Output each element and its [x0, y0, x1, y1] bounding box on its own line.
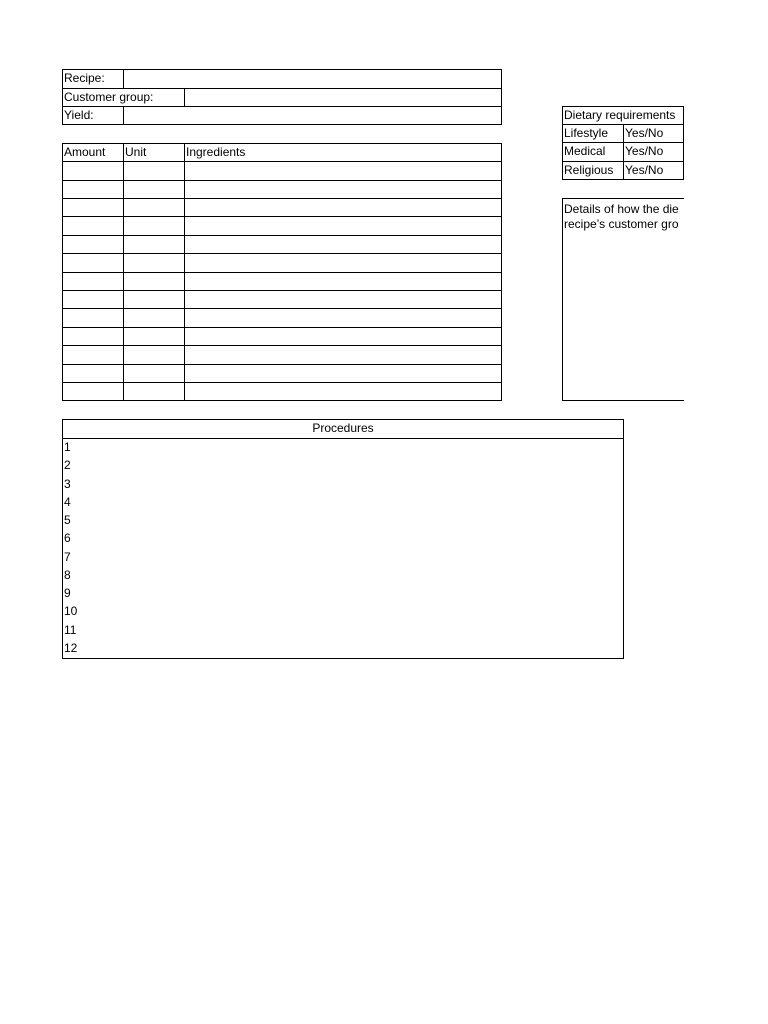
unit-cell[interactable] [124, 273, 184, 290]
ingredient-cell[interactable] [185, 217, 501, 235]
details-text-line-1: Details of how the die [564, 202, 679, 216]
ingredient-cell[interactable] [185, 181, 501, 198]
amount-cell[interactable] [63, 309, 123, 327]
unit-cell[interactable] [124, 383, 184, 400]
procedure-step[interactable]: 3 [64, 477, 71, 491]
dietary-panel [560, 100, 684, 410]
amount-cell[interactable] [63, 365, 123, 382]
amount-column-header: Amount [64, 145, 106, 159]
amount-cell[interactable] [63, 383, 123, 400]
ingredient-cell[interactable] [185, 346, 501, 364]
unit-cell[interactable] [124, 217, 184, 235]
customer-group-input-cell[interactable] [185, 89, 501, 106]
procedure-step[interactable]: 10 [64, 604, 78, 618]
ingredient-cell[interactable] [185, 309, 501, 327]
unit-cell[interactable] [124, 291, 184, 308]
procedure-step[interactable]: 2 [64, 458, 71, 472]
unit-cell[interactable] [124, 199, 184, 216]
unit-cell[interactable] [124, 236, 184, 253]
procedure-step[interactable]: 11 [64, 623, 77, 637]
ingredient-cell[interactable] [185, 273, 501, 290]
religious-value[interactable]: Yes/No [625, 163, 664, 177]
amount-cell[interactable] [63, 328, 123, 345]
unit-cell[interactable] [124, 328, 184, 345]
amount-cell[interactable] [63, 273, 123, 290]
yield-label: Yield: [64, 108, 94, 122]
ingredient-cell[interactable] [185, 199, 501, 216]
recipe-label: Recipe: [64, 71, 105, 85]
ingredient-cell[interactable] [185, 236, 501, 253]
unit-cell[interactable] [124, 162, 184, 180]
amount-cell[interactable] [63, 254, 123, 272]
unit-cell[interactable] [124, 346, 184, 364]
ingredient-cell[interactable] [185, 328, 501, 345]
ingredients-column-header: Ingredients [186, 145, 246, 159]
amount-cell[interactable] [63, 199, 123, 216]
procedure-step[interactable]: 8 [64, 568, 71, 582]
amount-cell[interactable] [63, 217, 123, 235]
procedure-step[interactable]: 4 [64, 495, 71, 509]
unit-column-header: Unit [125, 145, 147, 159]
procedure-step[interactable]: 6 [64, 531, 71, 545]
amount-cell[interactable] [63, 346, 123, 364]
details-input-area[interactable] [564, 234, 682, 398]
dietary-requirements-title: Dietary requirements [564, 108, 676, 122]
procedure-step[interactable]: 5 [64, 513, 71, 527]
customer-group-label: Customer group: [64, 90, 154, 104]
procedures-title: Procedures [312, 421, 374, 435]
unit-cell[interactable] [124, 181, 184, 198]
lifestyle-label: Lifestyle [564, 126, 609, 140]
unit-cell[interactable] [124, 365, 184, 382]
procedure-step[interactable]: 7 [64, 550, 71, 564]
details-text-line-2: recipe’s customer gro [564, 217, 679, 231]
amount-cell[interactable] [63, 291, 123, 308]
yield-input-cell[interactable] [124, 107, 501, 124]
ingredient-cell[interactable] [185, 254, 501, 272]
amount-cell[interactable] [63, 162, 123, 180]
medical-label: Medical [564, 144, 606, 158]
procedure-step[interactable]: 1 [64, 440, 71, 454]
ingredient-cell[interactable] [185, 162, 501, 180]
amount-cell[interactable] [63, 181, 123, 198]
ingredient-cell[interactable] [185, 291, 501, 308]
unit-cell[interactable] [124, 254, 184, 272]
unit-cell[interactable] [124, 309, 184, 327]
ingredient-cell[interactable] [185, 383, 501, 400]
procedure-step[interactable]: 12 [64, 641, 78, 655]
lifestyle-value[interactable]: Yes/No [625, 126, 664, 140]
procedure-step[interactable]: 9 [64, 586, 71, 600]
medical-value[interactable]: Yes/No [625, 144, 664, 158]
amount-cell[interactable] [63, 236, 123, 253]
religious-label: Religious [564, 163, 614, 177]
recipe-input-cell[interactable] [124, 70, 501, 88]
ingredient-cell[interactable] [185, 365, 501, 382]
